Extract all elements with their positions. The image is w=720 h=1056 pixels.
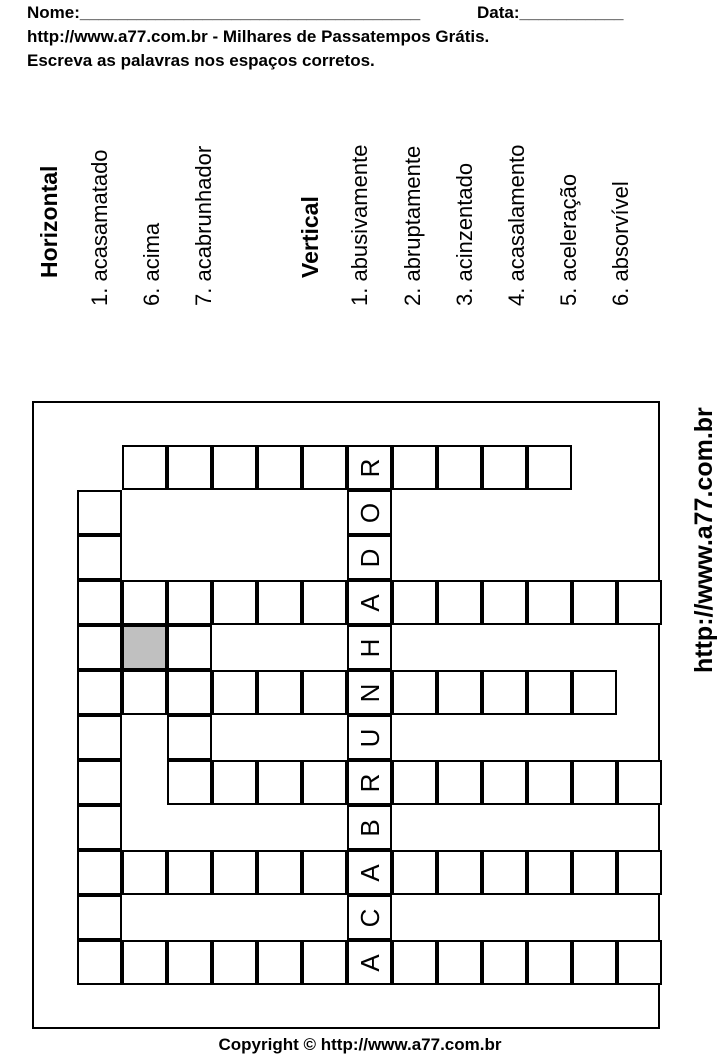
grid-cell[interactable] xyxy=(77,940,122,985)
horizontal-clue: 1. acasamatado xyxy=(87,149,112,306)
grid-cell[interactable] xyxy=(122,580,167,625)
grid-cell[interactable] xyxy=(77,805,122,850)
side-url: http://www.a77.com.br xyxy=(690,407,718,673)
grid-cell[interactable] xyxy=(77,580,122,625)
grid-cell[interactable] xyxy=(212,760,257,805)
grid-cell[interactable] xyxy=(482,940,527,985)
grid-cell[interactable] xyxy=(167,850,212,895)
grid-letter: R xyxy=(354,773,385,792)
grid-letter: A xyxy=(354,593,385,612)
grid-cell[interactable] xyxy=(437,445,482,490)
grid-cell[interactable] xyxy=(167,445,212,490)
grid-cell[interactable] xyxy=(392,850,437,895)
grid-cell[interactable] xyxy=(77,715,122,760)
grid-cell[interactable] xyxy=(167,670,212,715)
grid-letter: A xyxy=(354,863,385,882)
grid-cell[interactable] xyxy=(527,580,572,625)
grid-cell[interactable] xyxy=(482,760,527,805)
vertical-heading: Vertical xyxy=(297,196,323,278)
grid-cell[interactable] xyxy=(302,850,347,895)
grid-cell[interactable] xyxy=(482,850,527,895)
grid-cell[interactable] xyxy=(572,940,617,985)
grid-letter: A xyxy=(354,953,385,972)
grid-cell[interactable] xyxy=(302,670,347,715)
grid-cell[interactable] xyxy=(302,760,347,805)
grid-cell[interactable] xyxy=(437,940,482,985)
grid-cell[interactable] xyxy=(482,580,527,625)
grid-cell[interactable] xyxy=(347,445,392,490)
grid-cell[interactable] xyxy=(527,445,572,490)
grid-cell[interactable] xyxy=(77,490,122,535)
grid-letter: D xyxy=(354,548,385,567)
grid-cell[interactable] xyxy=(617,760,662,805)
grid-cell[interactable] xyxy=(437,760,482,805)
grid-cell[interactable] xyxy=(257,850,302,895)
grid-cell[interactable] xyxy=(392,670,437,715)
instructions: Escreva as palavras nos espaços corretos. xyxy=(27,51,375,70)
grid-cell[interactable] xyxy=(572,760,617,805)
vertical-clue: 2. abruptamente xyxy=(400,145,425,306)
grid-cell[interactable] xyxy=(257,760,302,805)
grid-cell[interactable] xyxy=(167,580,212,625)
grid-cell[interactable] xyxy=(572,670,617,715)
grid-cell[interactable] xyxy=(347,760,392,805)
grid-cell[interactable] xyxy=(572,580,617,625)
grid-cell[interactable] xyxy=(347,850,392,895)
grid-cell[interactable] xyxy=(347,940,392,985)
grid-cell[interactable] xyxy=(617,580,662,625)
vertical-clue: 1. abusivamente xyxy=(347,144,372,306)
grid-cell[interactable] xyxy=(437,580,482,625)
site-line: http://www.a77.com.br - Milhares de Passatempos Grátis. xyxy=(27,27,490,46)
grid-cell[interactable] xyxy=(347,490,392,535)
grid-cell[interactable] xyxy=(212,940,257,985)
grid-cell[interactable] xyxy=(167,760,212,805)
grid-letter: U xyxy=(354,728,385,747)
grid-cell[interactable] xyxy=(77,895,122,940)
grid-cell[interactable] xyxy=(617,940,662,985)
date-field-label: Data:___________ xyxy=(477,3,624,22)
grid-cell[interactable] xyxy=(122,445,167,490)
grid-cell[interactable] xyxy=(257,940,302,985)
grid-cell[interactable] xyxy=(572,850,617,895)
grid-cell[interactable] xyxy=(347,805,392,850)
grid-letter: R xyxy=(354,458,385,477)
horizontal-clue: 7. acabrunhador xyxy=(191,145,216,306)
vertical-clue: 3. acinzentado xyxy=(452,162,477,306)
grid-cell[interactable] xyxy=(527,670,572,715)
grid-letter: N xyxy=(354,683,385,702)
grid-cell[interactable] xyxy=(392,760,437,805)
grid-letter: O xyxy=(354,502,385,523)
grid-cell[interactable] xyxy=(257,670,302,715)
grid-cell[interactable] xyxy=(617,850,662,895)
grid-cell[interactable] xyxy=(527,760,572,805)
grid-cell[interactable] xyxy=(302,445,347,490)
grid-cell[interactable] xyxy=(437,850,482,895)
grid-cell[interactable] xyxy=(392,445,437,490)
grid-cell[interactable] xyxy=(527,940,572,985)
grid-cell[interactable] xyxy=(77,535,122,580)
grid-cell[interactable] xyxy=(347,625,392,670)
grid-cell[interactable] xyxy=(347,670,392,715)
grid-cell[interactable] xyxy=(77,670,122,715)
grid-letter: B xyxy=(354,818,385,837)
grid-cell[interactable] xyxy=(122,850,167,895)
grid-cell[interactable] xyxy=(77,850,122,895)
shaded-cell xyxy=(122,625,167,670)
grid-cell[interactable] xyxy=(122,670,167,715)
grid-letter: H xyxy=(354,638,385,657)
crossword-board xyxy=(32,401,660,1029)
grid-cell[interactable] xyxy=(392,580,437,625)
grid-cell[interactable] xyxy=(77,760,122,805)
copyright: Copyright © http://www.a77.com.br xyxy=(218,1035,502,1054)
grid-cell[interactable] xyxy=(212,580,257,625)
vertical-clue: 6. absorvível xyxy=(608,181,633,306)
grid-cell[interactable] xyxy=(302,940,347,985)
grid-cell[interactable] xyxy=(437,670,482,715)
grid-cell[interactable] xyxy=(392,940,437,985)
grid-cell[interactable] xyxy=(482,670,527,715)
grid-cell[interactable] xyxy=(212,670,257,715)
grid-cell[interactable] xyxy=(482,445,527,490)
grid-cell[interactable] xyxy=(77,625,122,670)
horizontal-clue: 6. acima xyxy=(139,222,164,306)
grid-cell[interactable] xyxy=(122,940,167,985)
horizontal-heading: Horizontal xyxy=(36,165,62,278)
grid-cell[interactable] xyxy=(527,850,572,895)
grid-letter: C xyxy=(354,908,385,927)
grid-cell[interactable] xyxy=(347,580,392,625)
grid-cell[interactable] xyxy=(302,580,347,625)
grid-cell[interactable] xyxy=(167,940,212,985)
grid-cell[interactable] xyxy=(167,625,212,670)
grid-cell[interactable] xyxy=(347,895,392,940)
vertical-clue: 4. acasalamento xyxy=(504,144,529,306)
grid-cell[interactable] xyxy=(347,535,392,580)
name-field-label: Nome:____________________________________ xyxy=(27,3,421,22)
grid-cell[interactable] xyxy=(347,715,392,760)
grid-cell[interactable] xyxy=(212,445,257,490)
grid-cell[interactable] xyxy=(212,850,257,895)
grid-cell[interactable] xyxy=(257,580,302,625)
vertical-clue: 5. aceleração xyxy=(556,173,581,306)
grid-cell[interactable] xyxy=(257,445,302,490)
grid-cell[interactable] xyxy=(167,715,212,760)
